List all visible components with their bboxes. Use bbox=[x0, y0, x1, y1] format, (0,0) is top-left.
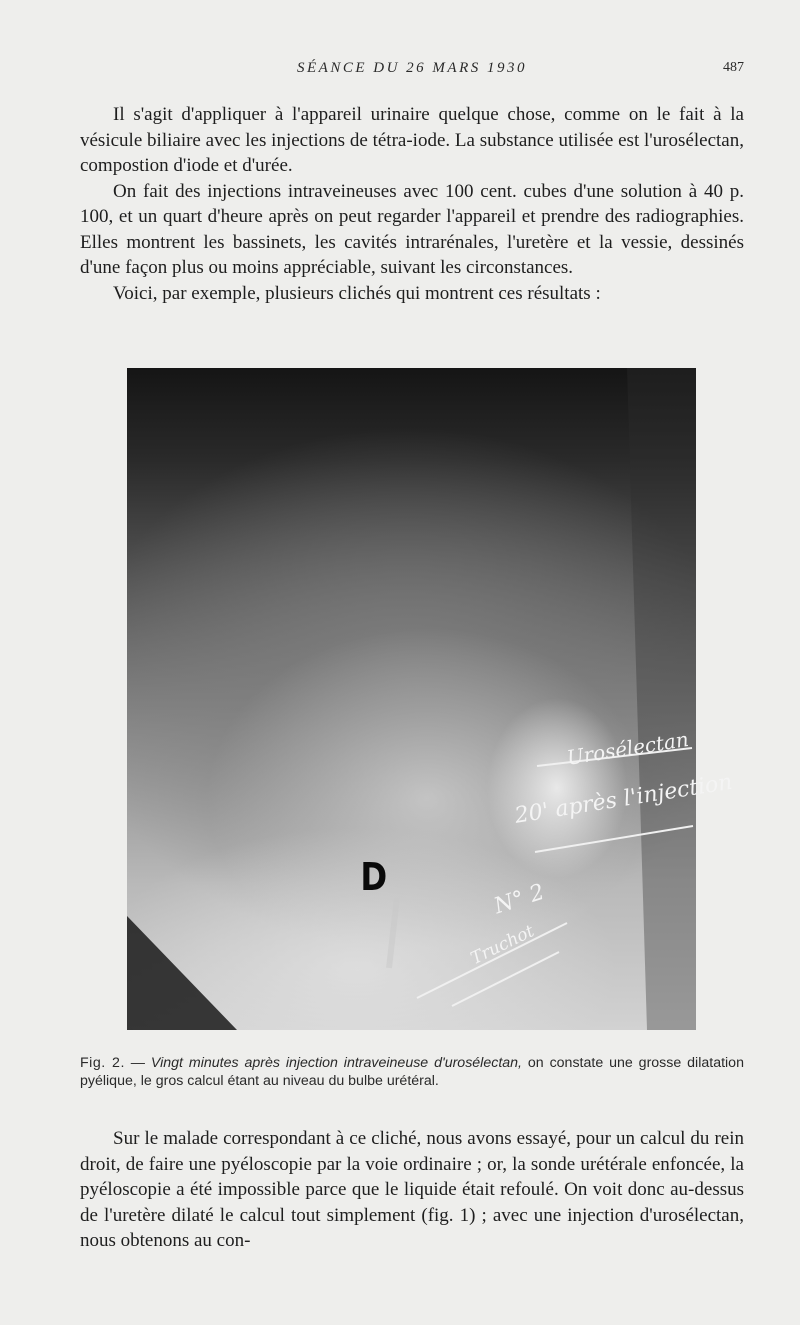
caption-label: Fig. 2. bbox=[80, 1055, 125, 1071]
paragraph: Il s'agit d'appliquer à l'appareil urinaire quelque chose, comme on le fait à la vésicule biliaire avec les injections de tétra-iode. La substance utilisée est l'urosélectan, compostion d'iode et d'urée. bbox=[80, 104, 744, 176]
radiograph-figure bbox=[127, 368, 735, 1030]
radiograph-shading bbox=[127, 368, 696, 1030]
annotation-uroselectan: Urosélectan bbox=[565, 726, 691, 770]
page-number: 487 bbox=[723, 60, 744, 75]
side-marker: D bbox=[360, 855, 388, 899]
paragraph: Sur le malade correspondant à ce cliché, nous avons essayé, pour un calcul du rein droit, de faire une pyéloscopie par la voie ordinaire ; or, la sonde urétérale enfoncée, la pyéloscopie a été impossible parce que le liquide était refoulé. On voit donc au-dessus de l'uretère dilaté le calcul tout simplement (fig. 1) ; avec une injection d'urosélectan, nous obtenons au con- bbox=[80, 1128, 744, 1251]
paragraph: Voici, par exemple, plusieurs clichés qui montrent ces résultats : bbox=[113, 282, 601, 304]
paragraph: On fait des injections intraveineuses avec 100 cent. cubes d'une solution à 40 p. 100, et un quart d'heure après on peut regarder l'appareil et prendre des radiographies. Elles montrent les bassinets, les cavités intrarénales, l'uretère et la vessie, dessinés d'une façon plus ou moins appréciable, suivant les circonstances. bbox=[80, 180, 744, 278]
figure-caption bbox=[80, 1054, 744, 1090]
running-head bbox=[80, 60, 744, 84]
caption-dash: — bbox=[130, 1055, 145, 1071]
caption-text: on constate une grosse dilatation pyélique, le gros calcul étant au niveau du bulbe urétéral. bbox=[80, 1055, 744, 1089]
bottom-text-block bbox=[80, 1126, 744, 1254]
annotation-number: N° 2 bbox=[491, 879, 548, 920]
annotation-signature: Truchot bbox=[467, 921, 538, 969]
running-title: SÉANCE DU 26 MARS 1930 bbox=[297, 60, 527, 76]
annotation-time: 20' après l'injection bbox=[513, 769, 735, 829]
top-text-block bbox=[80, 102, 744, 306]
caption-italic: Vingt minutes après injection intraveineuse d'urosélectan, bbox=[150, 1055, 522, 1071]
